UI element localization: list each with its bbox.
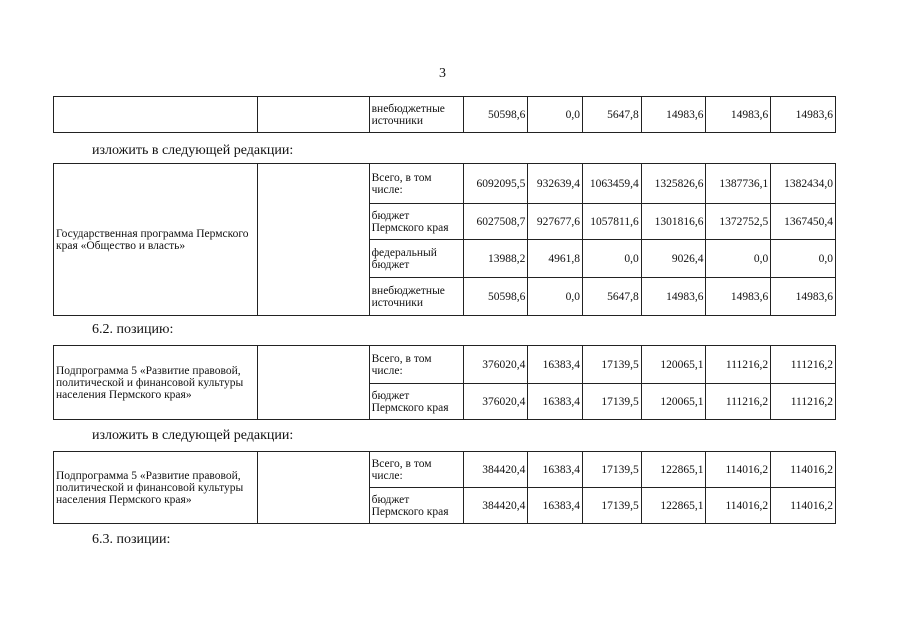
value-cell: 5647,8 (583, 278, 642, 316)
value-cell: 14983,6 (641, 97, 706, 133)
empty-cell (258, 346, 369, 420)
source-cell: бюджет Пермского края (369, 488, 463, 524)
value-cell: 6027508,7 (463, 204, 528, 240)
value-cell: 9026,4 (641, 240, 706, 278)
table-continuation (53, 96, 836, 133)
subprogram-name-cell: Подпрограмма 5 «Развитие правовой, политической и финансовой культуры населения Пермского края» (54, 452, 258, 524)
value-cell: 932639,4 (528, 164, 583, 204)
source-cell: Всего, в том числе: (369, 452, 463, 488)
value-cell: 50598,6 (463, 97, 528, 133)
table-program (53, 163, 836, 316)
value-cell: 111216,2 (706, 384, 771, 420)
value-cell: 376020,4 (463, 384, 528, 420)
value-cell: 17139,5 (583, 346, 642, 384)
value-cell: 0,0 (583, 240, 642, 278)
value-cell: 122865,1 (641, 488, 706, 524)
value-cell: 120065,1 (641, 346, 706, 384)
source-cell: внебюджетные источники (369, 278, 463, 316)
instruction-item-6-2: 6.2. позицию: (92, 322, 174, 337)
value-cell: 111216,2 (706, 346, 771, 384)
name-cell (54, 97, 258, 133)
value-cell: 1382434,0 (771, 164, 836, 204)
value-cell: 1301816,6 (641, 204, 706, 240)
table-row (54, 164, 836, 204)
table-subprogram-old (53, 345, 836, 420)
instruction-item-6-3: 6.3. позиции: (92, 532, 171, 547)
source-cell: федеральный бюджет (369, 240, 463, 278)
value-cell: 1387736,1 (706, 164, 771, 204)
value-cell: 17139,5 (583, 384, 642, 420)
table-row (54, 452, 836, 488)
instruction-set-forth-2: изложить в следующей редакции: (92, 428, 294, 443)
value-cell: 111216,2 (771, 346, 836, 384)
page-number: 3 (439, 66, 446, 81)
value-cell: 4961,8 (528, 240, 583, 278)
value-cell: 14983,6 (706, 97, 771, 133)
empty-cell (258, 452, 369, 524)
value-cell: 1372752,5 (706, 204, 771, 240)
source-cell: Всего, в том числе: (369, 346, 463, 384)
value-cell: 14983,6 (771, 97, 836, 133)
value-cell: 0,0 (528, 278, 583, 316)
value-cell: 0,0 (771, 240, 836, 278)
table-row (54, 97, 836, 133)
value-cell: 120065,1 (641, 384, 706, 420)
value-cell: 376020,4 (463, 346, 528, 384)
empty-cell (258, 164, 369, 316)
value-cell: 1057811,6 (583, 204, 642, 240)
source-cell: внебюджетные источники (369, 97, 463, 133)
subprogram-name-cell: Подпрограмма 5 «Развитие правовой, политической и финансовой культуры населения Пермского края» (54, 346, 258, 420)
value-cell: 114016,2 (771, 452, 836, 488)
value-cell: 14983,6 (641, 278, 706, 316)
value-cell: 0,0 (706, 240, 771, 278)
value-cell: 16383,4 (528, 384, 583, 420)
source-cell: Всего, в том числе: (369, 164, 463, 204)
value-cell: 16383,4 (528, 346, 583, 384)
value-cell: 5647,8 (583, 97, 642, 133)
value-cell: 17139,5 (583, 452, 642, 488)
program-name-cell: Государственная программа Пермского края «Общество и власть» (54, 164, 258, 316)
value-cell: 17139,5 (583, 488, 642, 524)
instruction-set-forth: изложить в следующей редакции: (92, 143, 294, 158)
value-cell: 122865,1 (641, 452, 706, 488)
value-cell: 14983,6 (771, 278, 836, 316)
table-subprogram-new (53, 451, 836, 524)
value-cell: 6092095,5 (463, 164, 528, 204)
value-cell: 16383,4 (528, 452, 583, 488)
value-cell: 0,0 (528, 97, 583, 133)
value-cell: 111216,2 (771, 384, 836, 420)
value-cell: 50598,6 (463, 278, 528, 316)
value-cell: 1063459,4 (583, 164, 642, 204)
table-row (54, 346, 836, 384)
value-cell: 927677,6 (528, 204, 583, 240)
empty-cell (258, 97, 369, 133)
value-cell: 1325826,6 (641, 164, 706, 204)
value-cell: 384420,4 (463, 488, 528, 524)
value-cell: 114016,2 (706, 452, 771, 488)
value-cell: 14983,6 (706, 278, 771, 316)
value-cell: 13988,2 (463, 240, 528, 278)
source-cell: бюджет Пермского края (369, 204, 463, 240)
value-cell: 114016,2 (706, 488, 771, 524)
value-cell: 16383,4 (528, 488, 583, 524)
value-cell: 114016,2 (771, 488, 836, 524)
source-cell: бюджет Пермского края (369, 384, 463, 420)
value-cell: 384420,4 (463, 452, 528, 488)
value-cell: 1367450,4 (771, 204, 836, 240)
